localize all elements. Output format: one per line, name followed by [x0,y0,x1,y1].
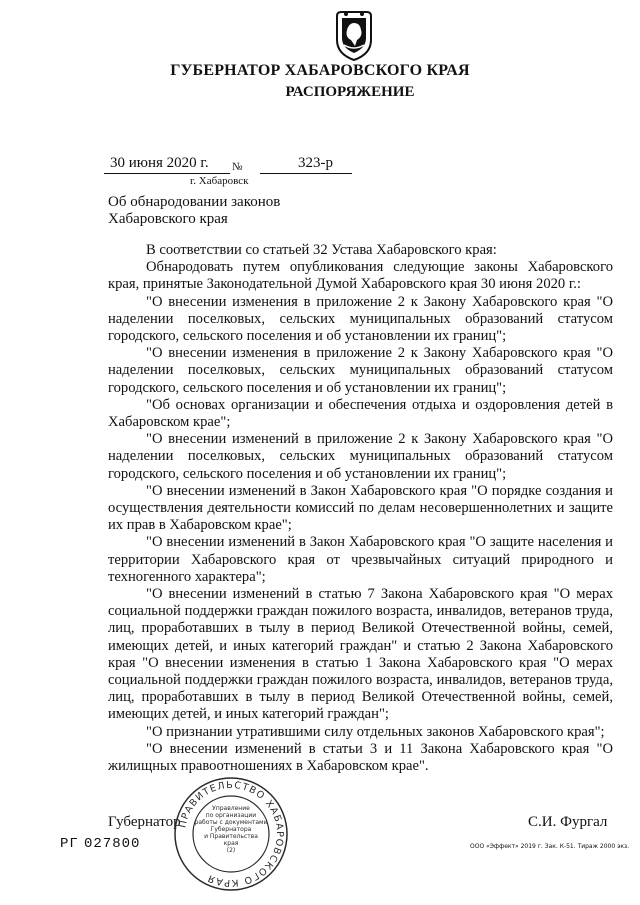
svg-text:работы с документами: работы с документами [194,819,268,826]
printer-note: ООО «Эффект» 2019 г. Зак. К-51. Тираж 2000 экз. [470,843,630,850]
official-stamp-icon [172,775,290,893]
body-paragraph: "О внесении изменений в Закон Хабаровского края "О защите населения и территории Хабаровского края от чрезвычайных ситуаций природного и техногенного характера"; [108,534,613,585]
document-date: 30 июня 2020 г. [110,155,209,171]
registration-number: 027800 [84,836,141,852]
svg-text:(2): (2) [226,847,236,854]
svg-text:Управление: Управление [212,805,250,812]
issuer-title: ГУБЕРНАТОР ХАБАРОВСКОГО КРАЯ [170,62,470,79]
body-paragraph: "Об основах организации и обеспечения отдыха и оздоровления детей в Хабаровском крае"; [108,396,613,431]
body-paragraph: "О признании утратившими силу отдельных законов Хабаровского края"; [146,723,605,740]
body-paragraph: "О внесении изменения в приложение 2 к Закону Хабаровского края "О наделении поселковых, сельских муниципальных образований статусом городского, сельского поселения и об установлении их границ"; [108,293,613,345]
document-subject [108,194,280,228]
document-body [108,242,613,775]
svg-text:края: края [223,840,239,847]
body-paragraph: В соответствии со статьей 32 Устава Хабаровского края: [146,242,497,258]
body-paragraph: "О внесении изменений в статьи 3 и 11 Закона Хабаровского края "О жилищных правоотношениях в Хабаровском крае". [108,740,613,775]
svg-text:и Правительства: и Правительства [204,833,258,840]
body-paragraph: "О внесении изменений в Закон Хабаровского края "О порядке создания и осуществления деятельности комиссий по делам несовершеннолетних и защите их прав в Хабаровском крае"; [108,482,613,534]
coat-of-arms-icon [333,10,375,62]
signatory-name: С.И. Фургал [528,814,608,830]
stamp-inner-text [195,805,268,854]
document-type: РАСПОРЯЖЕНИЕ [285,84,415,100]
number-underline [260,173,352,174]
svg-text:по организации: по организации [205,812,257,819]
body-paragraph: "О внесении изменений в статью 7 Закона Хабаровского края "О мерах социальной поддержки граждан пожилого возраста, инвалидов, ветеранов труда, лиц, проработавших в тылу в период Великой Отечественной войны, семей, имеющих детей, и иных категорий граждан" и статью 2 Закона Хабаровского края "О внесении изменения в статью 1 Закона Хабаровского края "О мерах социальной поддержки граждан пожилого возраста, инвалидов, ветеранов труда, лиц, проработавших в тылу в период Великой Отечественной войны, семей, имеющих детей, и иных категорий граждан"; [108,586,613,723]
registration-prefix: РГ [60,836,79,852]
signatory-position: Губернатор [108,814,181,830]
body-paragraph: "О внесении изменения в приложение 2 к Закону Хабаровского края "О наделении поселковых, сельских муниципальных образований статусом городского, сельского поселения и об установлении их границ"; [108,345,613,396]
date-underline [104,173,230,174]
subject-line: Хабаровского края [108,211,228,227]
document-number: 323-р [298,155,333,171]
document-city: г. Хабаровск [190,175,249,187]
body-paragraph: "О внесении изменений в приложение 2 к Закону Хабаровского края "О наделении поселковых, сельских муниципальных образований статусом городского, сельского поселения и об установлении их границ"; [108,431,613,482]
svg-text:Губернатора: Губернатора [210,826,252,833]
number-label: № [232,161,243,173]
subject-line: Об обнародовании законов [108,194,281,210]
stamp-ring-text: ПРАВИТЕЛЬСТВО ХАБАРОВСКОГО КРАЯ [177,779,286,889]
body-paragraph: Обнародовать путем опубликования следующие законы Хабаровского края, принятые Законодательной Думой Хабаровского края 30 июня 2020 г.: [108,259,613,293]
